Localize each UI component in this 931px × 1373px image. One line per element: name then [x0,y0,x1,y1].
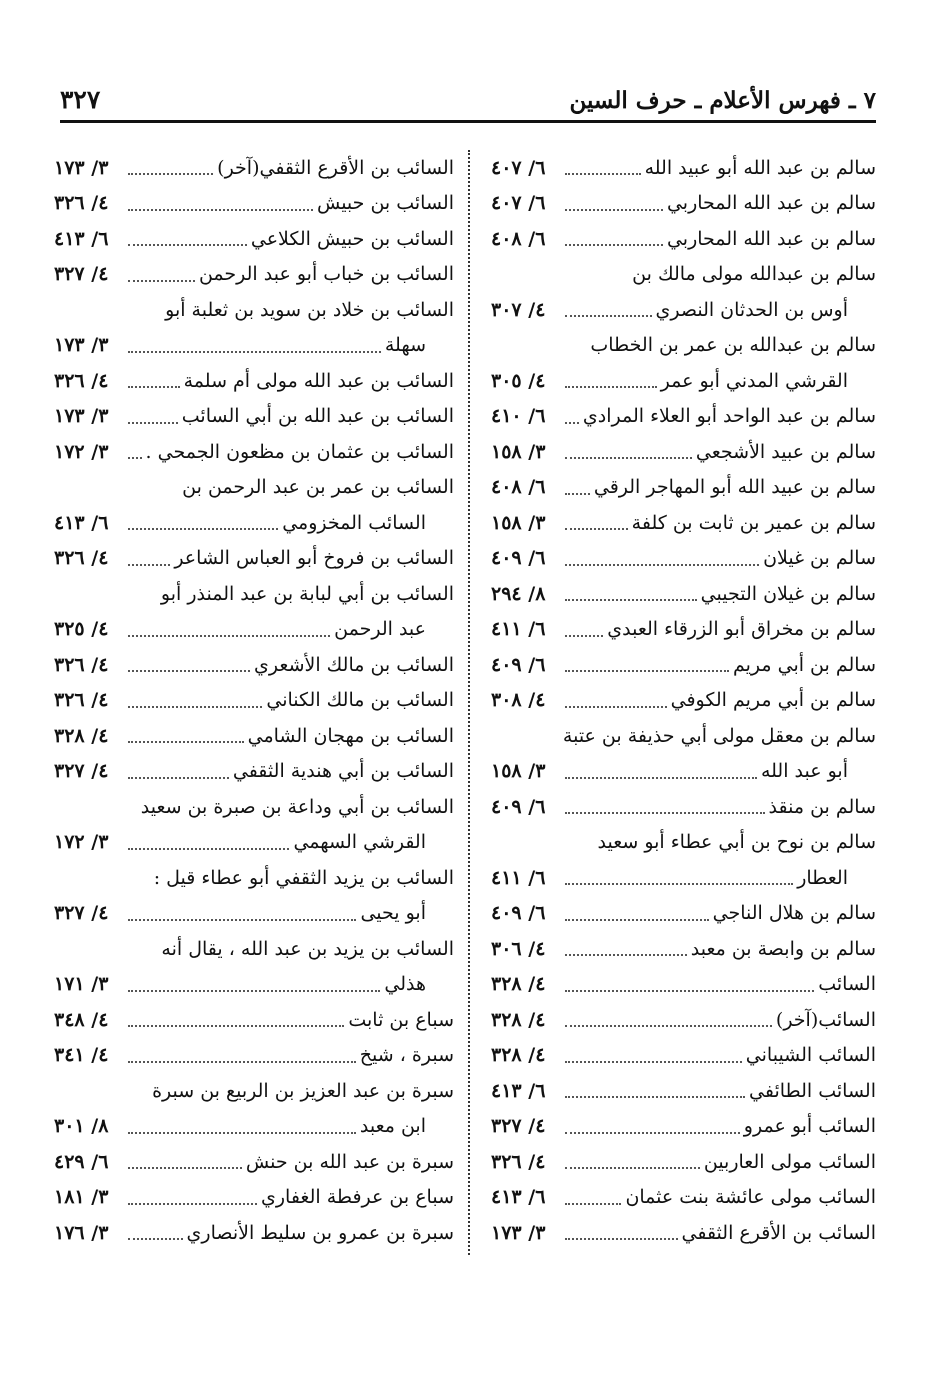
index-entry [54,505,454,541]
entry-name: السائب مولى العاربين [703,1150,876,1173]
leader-dots [128,1166,242,1169]
leader-dots [128,279,195,282]
entry-reference: ٦/ ٤١١ [491,618,546,641]
index-entry [54,718,454,754]
leader-dots [128,563,170,566]
leader-dots [565,208,663,211]
entry-reference: ٤/ ٣٢٦ [54,689,109,712]
entry-name: السائب بن يزيد بن عبد الله ، يقال أنه [161,937,454,960]
leader-dots [128,172,213,175]
index-column-right [491,150,876,1251]
index-entry [491,150,876,186]
entry-name: سبرة بن عبد العزيز بن الربيع بن سبرة [152,1079,454,1102]
entry-reference: ٣/ ١٥٨ [491,760,546,783]
entry-name: سالم بن أبي مريم الكوفي [670,689,876,712]
entry-name: السائب بن أبي هندية الثقفي [232,760,454,783]
leader-dots [565,385,657,388]
leader-dots [128,776,229,779]
entry-reference: ٣/ ١٥٨ [491,440,546,463]
entry-name: العطار [797,866,848,889]
leader-dots [128,350,381,353]
entry-reference: ٦/ ٤٠٩ [491,902,546,925]
entry-name: سباع بن ثابت [348,1008,454,1031]
leader-dots [565,598,697,601]
entry-name: سالم بن أبي مريم [732,653,876,676]
entry-reference: ٤/ ٣٢٥ [54,618,109,641]
index-entry [54,186,454,222]
entry-name: السائب بن عبد الله بن أبي السائب [181,405,454,428]
leader-dots [565,705,667,708]
index-entry [54,967,454,1003]
entry-reference: ٦/ ٤٠٧ [491,192,546,215]
leader-dots [565,811,765,814]
page-number: ٣٢٧ [60,85,101,114]
entry-name: السائب(آخر) [775,1008,876,1031]
entry-name: السائب بن يزيد الثقفي أبو عطاء قيل : [153,866,454,889]
entry-name: سباع بن عرفطة الغفاري [260,1186,454,1209]
entry-name: سالم بن عبيد الأشجعي [695,440,876,463]
entry-reference: ٤/ ٣٢٦ [54,192,109,215]
entry-reference: ٦/ ٤٠٨ [491,227,546,250]
entry-reference: ٤/ ٣٢٨ [54,724,109,747]
entry-name: السائب بن أبي وداعة بن صبرة بن سعيد [140,795,454,818]
entry-name: السائب بن خلاد بن سويد بن ثعلبة أبو [165,298,454,321]
entry-reference: ٣/ ١٧٣ [491,1221,546,1244]
index-entry [491,1180,876,1216]
entry-name: عبد الرحمن [334,618,426,641]
index-entry [491,612,876,648]
index-entry [491,434,876,470]
index-entry [54,1002,454,1038]
leader-dots [565,527,628,530]
entry-reference: ٣/ ١٧٣ [54,156,109,179]
index-entry [491,576,876,612]
entry-reference: ٤/ ٣٠٧ [491,298,546,321]
entry-name: السائب [818,973,876,996]
leader-dots [128,989,380,992]
entry-name: سالم بن عبيد الله أبو المهاجر الرقي [593,476,876,499]
entry-name: سبرة بن عبد الله بن حنش [245,1150,454,1173]
index-entry [491,470,876,506]
entry-name: سالم بن منقذ [768,795,876,818]
leader-dots [565,314,652,317]
entry-name: سالم بن غيلان التجيبي [700,582,876,605]
entry-reference: ٨/ ٢٩٤ [491,582,546,605]
leader-dots [565,1131,740,1134]
entry-name: سالم بن عبد الله أبو عبيد الله [644,156,876,179]
leader-dots [565,456,692,459]
index-entry [54,896,454,932]
index-entry [491,754,876,790]
index-entry [491,363,876,399]
entry-name: السائب بن مالك الكناني [266,689,454,712]
leader-dots [565,918,709,921]
leader-dots [565,243,663,246]
index-entry [54,860,454,896]
entry-name: أوس بن الحدثان النصري [655,298,848,321]
index-entry [491,257,876,293]
leader-dots [128,705,262,708]
leader-dots [565,1095,745,1098]
entry-reference: ٦/ ٤١٠ [491,405,546,428]
leader-dots [565,634,603,637]
entry-name: سبرة ، شيخ [359,1044,454,1067]
leader-dots [128,740,244,743]
index-column-left [54,150,454,1251]
leader-dots [565,172,641,175]
entry-reference: ٤/ ٣٠٦ [491,937,546,960]
entry-reference: ٤/ ٣٤٨ [54,1008,109,1031]
entry-reference: ٦/ ٤٠٩ [491,653,546,676]
index-entry [491,967,876,1003]
index-entry [54,292,454,328]
leader-dots [565,421,579,424]
entry-name: ابن معبد [359,1115,426,1138]
page-header [60,80,876,114]
entry-reference: ٦/ ٤١٣ [491,1079,546,1102]
entry-reference: ٦/ ٤١١ [491,866,546,889]
index-entry [54,754,454,790]
entry-name: السائب بن الأقرع الثقفي [681,1221,876,1244]
leader-dots [128,669,250,672]
leader-dots [128,208,313,211]
entry-name: السائب بن الأقرع الثقفي(آخر) [217,156,454,179]
leader-dots [565,1237,678,1240]
entry-reference: ٣/ ١٧٣ [54,405,109,428]
index-entry [54,257,454,293]
entry-reference: ٦/ ٤٠٩ [491,795,546,818]
leader-dots [128,1060,356,1063]
entry-name: سالم بن غيلان [763,547,876,570]
leader-dots [128,634,330,637]
entry-name: السائب بن عثمان بن مظعون الجمحي . [145,440,454,463]
index-entry [54,683,454,719]
index-entry [491,683,876,719]
entry-reference: ٦/ ٤٠٨ [491,476,546,499]
index-entry [54,1180,454,1216]
leader-dots [565,882,793,885]
leader-dots [128,527,278,530]
index-entry [54,399,454,435]
entry-name: سالم بن نوح بن أبي عطاء أبو سعيد [597,831,876,854]
entry-name: السائب بن حبيش [316,192,454,215]
entry-name: السائب الطائفي [749,1079,876,1102]
index-entry [54,825,454,861]
index-entry [491,896,876,932]
index-entry [491,1038,876,1074]
index-entry [491,1215,876,1251]
leader-dots [565,1166,700,1169]
index-entry [491,647,876,683]
leader-dots [565,989,814,992]
entry-name: سالم بن عبد الواحد أبو العلاء المرادي [582,405,876,428]
leader-dots [128,456,142,459]
index-entry [54,789,454,825]
index-entry [54,470,454,506]
index-entry [491,860,876,896]
entry-name: السائب بن فروخ أبو العباس الشاعر [174,547,454,570]
entry-name: القرشي السهمي [293,831,426,854]
index-entry [54,328,454,364]
index-entry [54,931,454,967]
leader-dots [565,1060,742,1063]
entry-reference: ٤/ ٣٢٨ [491,973,546,996]
entry-reference: ٣/ ١٧١ [54,973,109,996]
entry-reference: ٣/ ١٧٣ [54,334,109,357]
entry-name: السائب بن مالك الأشعري [254,653,454,676]
entry-reference: ٤/ ٣٢٦ [54,369,109,392]
leader-dots [565,953,687,956]
index-entry [54,576,454,612]
index-entry [491,825,876,861]
leader-dots [128,1024,344,1027]
entry-name: أبو يحيى [360,902,426,925]
entry-reference: ٤/ ٣٢٧ [54,760,109,783]
entry-name: أبو عبد الله [760,760,848,783]
column-divider [468,150,470,1255]
entry-reference: ٣/ ١٥٨ [491,511,546,534]
index-entry [491,541,876,577]
index-entry [54,541,454,577]
index-entry [491,186,876,222]
entry-name: سالم بن عمير بن ثابت بن كلفة [631,511,876,534]
leader-dots [565,1024,772,1027]
entry-reference: ٦/ ٤٢٩ [54,1150,109,1173]
entry-name: سالم بن عبدالله بن عمر بن الخطاب [590,334,876,357]
leader-dots [128,847,289,850]
entry-name: السائب أبو عمرو [743,1115,876,1138]
entry-name: هذلي [384,973,426,996]
leader-dots [128,918,356,921]
running-title: ٧ ـ فهرس الأعلام ـ حرف السين [569,87,876,114]
entry-name: السائب بن خباب أبو عبد الرحمن [198,263,454,286]
entry-name: القرشي المدني أبو عمر [660,369,848,392]
entry-reference: ٣/ ١٧٢ [54,440,109,463]
index-entry [491,221,876,257]
entry-reference: ٤/ ٣٢٦ [54,653,109,676]
entry-reference: ٤/ ٣٢٧ [54,263,109,286]
entry-name: سالم بن مخراق أبو الزرقاء العبدي [607,618,876,641]
index-entry [491,399,876,435]
entry-name: السائب الشيباني [745,1044,876,1067]
header-rule [60,120,876,123]
entry-name: سبرة بن عمرو بن سليط الأنصاري [186,1221,454,1244]
entry-name: سالم بن هلال الناجي [712,902,876,925]
entry-name: سالم بن معقل مولى أبي حذيفة بن عتبة [562,724,876,747]
index-entry [54,363,454,399]
entry-reference: ٤/ ٣٢٧ [54,902,109,925]
index-entry [54,150,454,186]
leader-dots [565,669,729,672]
index-entry [54,1038,454,1074]
entry-name: السائب بن أبي لبابة بن عبد المنذر أبو [160,582,454,605]
index-entry [54,647,454,683]
entry-reference: ٤/ ٣٢٧ [491,1115,546,1138]
leader-dots [128,243,247,246]
index-entry [491,789,876,825]
entry-reference: ٤/ ٣٠٥ [491,369,546,392]
index-entry [491,1073,876,1109]
index-entry [491,718,876,754]
index-entry [54,221,454,257]
index-entry [54,1144,454,1180]
entry-reference: ٤/ ٣٤١ [54,1044,109,1067]
entry-reference: ٣/ ١٧٢ [54,831,109,854]
index-entry [54,1215,454,1251]
entry-name: السائب بن مهجان الشامي [247,724,454,747]
index-entry [54,1073,454,1109]
entry-reference: ٦/ ٤١٣ [54,511,109,534]
entry-reference: ٤/ ٣٢٨ [491,1008,546,1031]
entry-reference: ٣/ ١٨١ [54,1186,109,1209]
entry-reference: ٦/ ٤١٣ [54,227,109,250]
leader-dots [565,1202,621,1205]
entry-reference: ٤/ ٣٢٦ [491,1150,546,1173]
entry-reference: ٦/ ٤٠٩ [491,547,546,570]
index-entry [491,1109,876,1145]
leader-dots [565,776,757,779]
index-entry [54,1109,454,1145]
leader-dots [128,1237,183,1240]
entry-name: السائب المخزومي [282,511,426,534]
leader-dots [128,1202,257,1205]
entry-reference: ٣/ ١٧٦ [54,1221,109,1244]
index-entry [54,434,454,470]
leader-dots [565,492,590,495]
entry-name: السائب بن عبد الله مولى أم سلمة [183,369,454,392]
index-entry [491,328,876,364]
entry-name: سالم بن وابصة بن معبد [690,937,876,960]
entry-name: سالم بن عبد الله المحاربي [666,227,876,250]
entry-name: السائب مولى عائشة بنت عثمان [625,1186,876,1209]
index-entry [491,1144,876,1180]
entry-reference: ٤/ ٣٢٦ [54,547,109,570]
index-entry [491,292,876,328]
entry-reference: ٤/ ٣٢٨ [491,1044,546,1067]
entry-reference: ٤/ ٣٠٨ [491,689,546,712]
leader-dots [565,563,759,566]
index-entry [54,612,454,648]
entry-reference: ٦/ ٤٠٧ [491,156,546,179]
entry-reference: ٦/ ٤١٣ [491,1186,546,1209]
entry-name: سالم بن عبد الله المحاربي [666,192,876,215]
index-entry [491,931,876,967]
leader-dots [128,385,180,388]
index-entry [491,1002,876,1038]
index-entry [491,505,876,541]
entry-name: السائب بن عمر بن عبد الرحمن بن [182,476,454,499]
entry-name: سهلة [384,334,426,357]
leader-dots [128,421,178,424]
entry-name: سالم بن عبدالله مولى مالك بن [632,263,876,286]
entry-reference: ٨/ ٣٠١ [54,1115,109,1138]
leader-dots [128,1131,356,1134]
entry-name: السائب بن حبيش الكلاعي [250,227,454,250]
